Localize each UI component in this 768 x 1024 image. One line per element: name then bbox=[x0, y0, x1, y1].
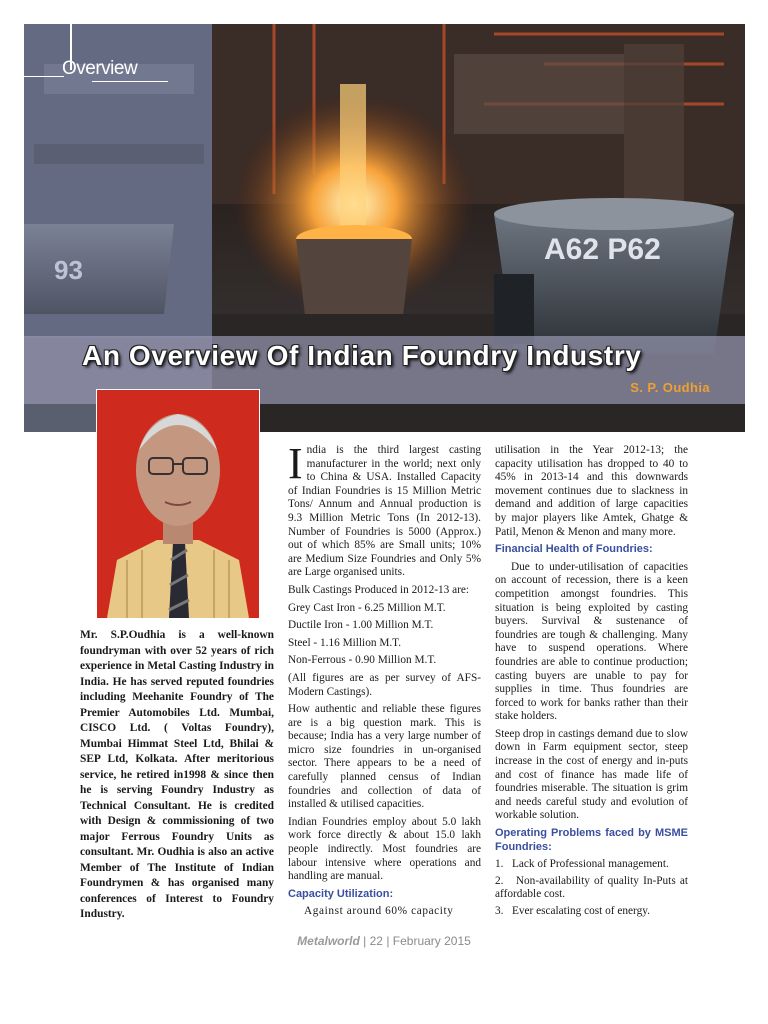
ladle-right-label: A62 P62 bbox=[544, 233, 661, 266]
capacity-paragraph-start: Against around 60% capacity bbox=[304, 905, 454, 918]
tab-underline bbox=[92, 81, 168, 82]
bulk-item: Ductile Iron - 1.00 Million M.T. bbox=[288, 619, 434, 632]
financial-heading: Financial Health of Foundries: bbox=[495, 543, 653, 556]
intro-paragraph bbox=[288, 439, 481, 580]
bulk-item: Non-Ferrous - 0.90 Million M.T. bbox=[288, 654, 437, 667]
employment-paragraph: Indian Foundries employ about 5.0 lakh work force directly & about 15.0 lakh people indirectly. Most foundries are labour intensive where operations and handling are manual. bbox=[288, 815, 481, 883]
reliability-paragraph: How authentic and reliable these figures are is a big question mark. This is because; India has a very large number of micro size foundries in un-organised sector. There appears to be a need of carefully planned census of Indian foundries and collection of data of installed & utilised capacities. bbox=[288, 703, 481, 811]
ladle-left-label: 93 bbox=[54, 255, 83, 285]
magazine-name: Metalworld bbox=[297, 934, 360, 948]
issue-date: February 2015 bbox=[392, 934, 471, 948]
page-footer bbox=[0, 934, 768, 948]
bulk-item: Steel - 1.16 Million M.T. bbox=[288, 636, 402, 649]
bulk-heading: Bulk Castings Produced in 2012-13 are: bbox=[288, 583, 470, 596]
capacity-heading: Capacity Utilization: bbox=[288, 887, 394, 900]
article-column-2 bbox=[495, 444, 688, 922]
problem-item: 1. Lack of Professional management. bbox=[495, 858, 669, 871]
problems-heading: Operating Problems faced by MSME Foundries: bbox=[495, 827, 688, 853]
bulk-item: Grey Cast Iron - 6.25 Million M.T. bbox=[288, 601, 446, 614]
tab-horizontal-line bbox=[24, 76, 64, 77]
problem-item: 2. Non-availability of quality In-Puts at affordable cost. bbox=[495, 874, 688, 901]
author-byline: S. P. Oudhia bbox=[630, 380, 710, 395]
problem-item: 3. Ever escalating cost of energy. bbox=[495, 905, 650, 917]
section-label: Overview bbox=[62, 58, 138, 79]
footer-separator: | bbox=[386, 934, 393, 948]
intro-text: ndia is the third largest casting manufacturer in the world; next only to China & USA. Installed Capacity of Indian Foundries is 15 Million Metric Tons/ Annum and Annual production is 9.3 Million Metric Tons (In 2012-13). Number of Foundries is 5000 (Approx.) out of which 85% are Small units; 10% are Medium Size Foundries and Only 5% are Large organised units. bbox=[288, 444, 481, 579]
financial-paragraph: Due to under-utilisation of capacities on account of recession, there is a keen competition amongst foundries. This situation is being exploited by casting buyers. Survival & sustenance of foundries are tough & challenging. Many have to suspend operations. Where foundries are able to continue production; casting buyers are unable to pay for supplies in time. Thus foundries are forced to work for banks rather than their stake holders. bbox=[495, 560, 688, 723]
page-number: 22 bbox=[369, 934, 383, 948]
author-bio: Mr. S.P.Oudhia is a well-known foundryman with over 52 years of rich experience in Metal Casting Industry in India. He has served reputed foundries including Meehanite Foundry of The Premier Automobiles Ltd. Mumbai, CISCO Ltd. ( Voltas Foundry), Mumbai Himmat Steel Ltd, Bhilai & SEP Ltd, Kolkata. After meritorious service, he retired in1998 & since then he is serving Foundry Industry as Technical Consultant. He is credited with Design & commissioning of two major Ferrous Foundry Units as consultant. Mr. Oudhia is also an active Member of The Institute of Indian Foundrymen & has organised many conferences of Interest to Foundry Industry. bbox=[80, 629, 274, 920]
portrait-image bbox=[97, 390, 259, 618]
capacity-paragraph-cont: utilisation in the Year 2012-13; the capacity utilisation has dropped to 40 to 45% in 2013-14 and this downwards movement continues due to slackness in demand and addition of large capacities by major players like Amtek, Ghatge & Patil, Menon & Menon and many more. bbox=[495, 444, 688, 538]
drop-cap: I bbox=[288, 439, 303, 488]
footer-separator: | bbox=[363, 934, 370, 948]
article-title: An Overview Of Indian Foundry Industry bbox=[82, 340, 642, 371]
article-column-1 bbox=[288, 439, 481, 923]
author-portrait bbox=[96, 389, 260, 619]
steep-drop-paragraph: Steep drop in castings demand due to slow down in Farm equipment sector, steep increase in the cost of energy and in-puts and cost of finance has made life of foundries miserable. The situation is grim and needs careful study and evolution of workable solution. bbox=[495, 727, 688, 822]
survey-note: (All figures are as per survey of AFS-Modern Castings). bbox=[288, 671, 481, 698]
